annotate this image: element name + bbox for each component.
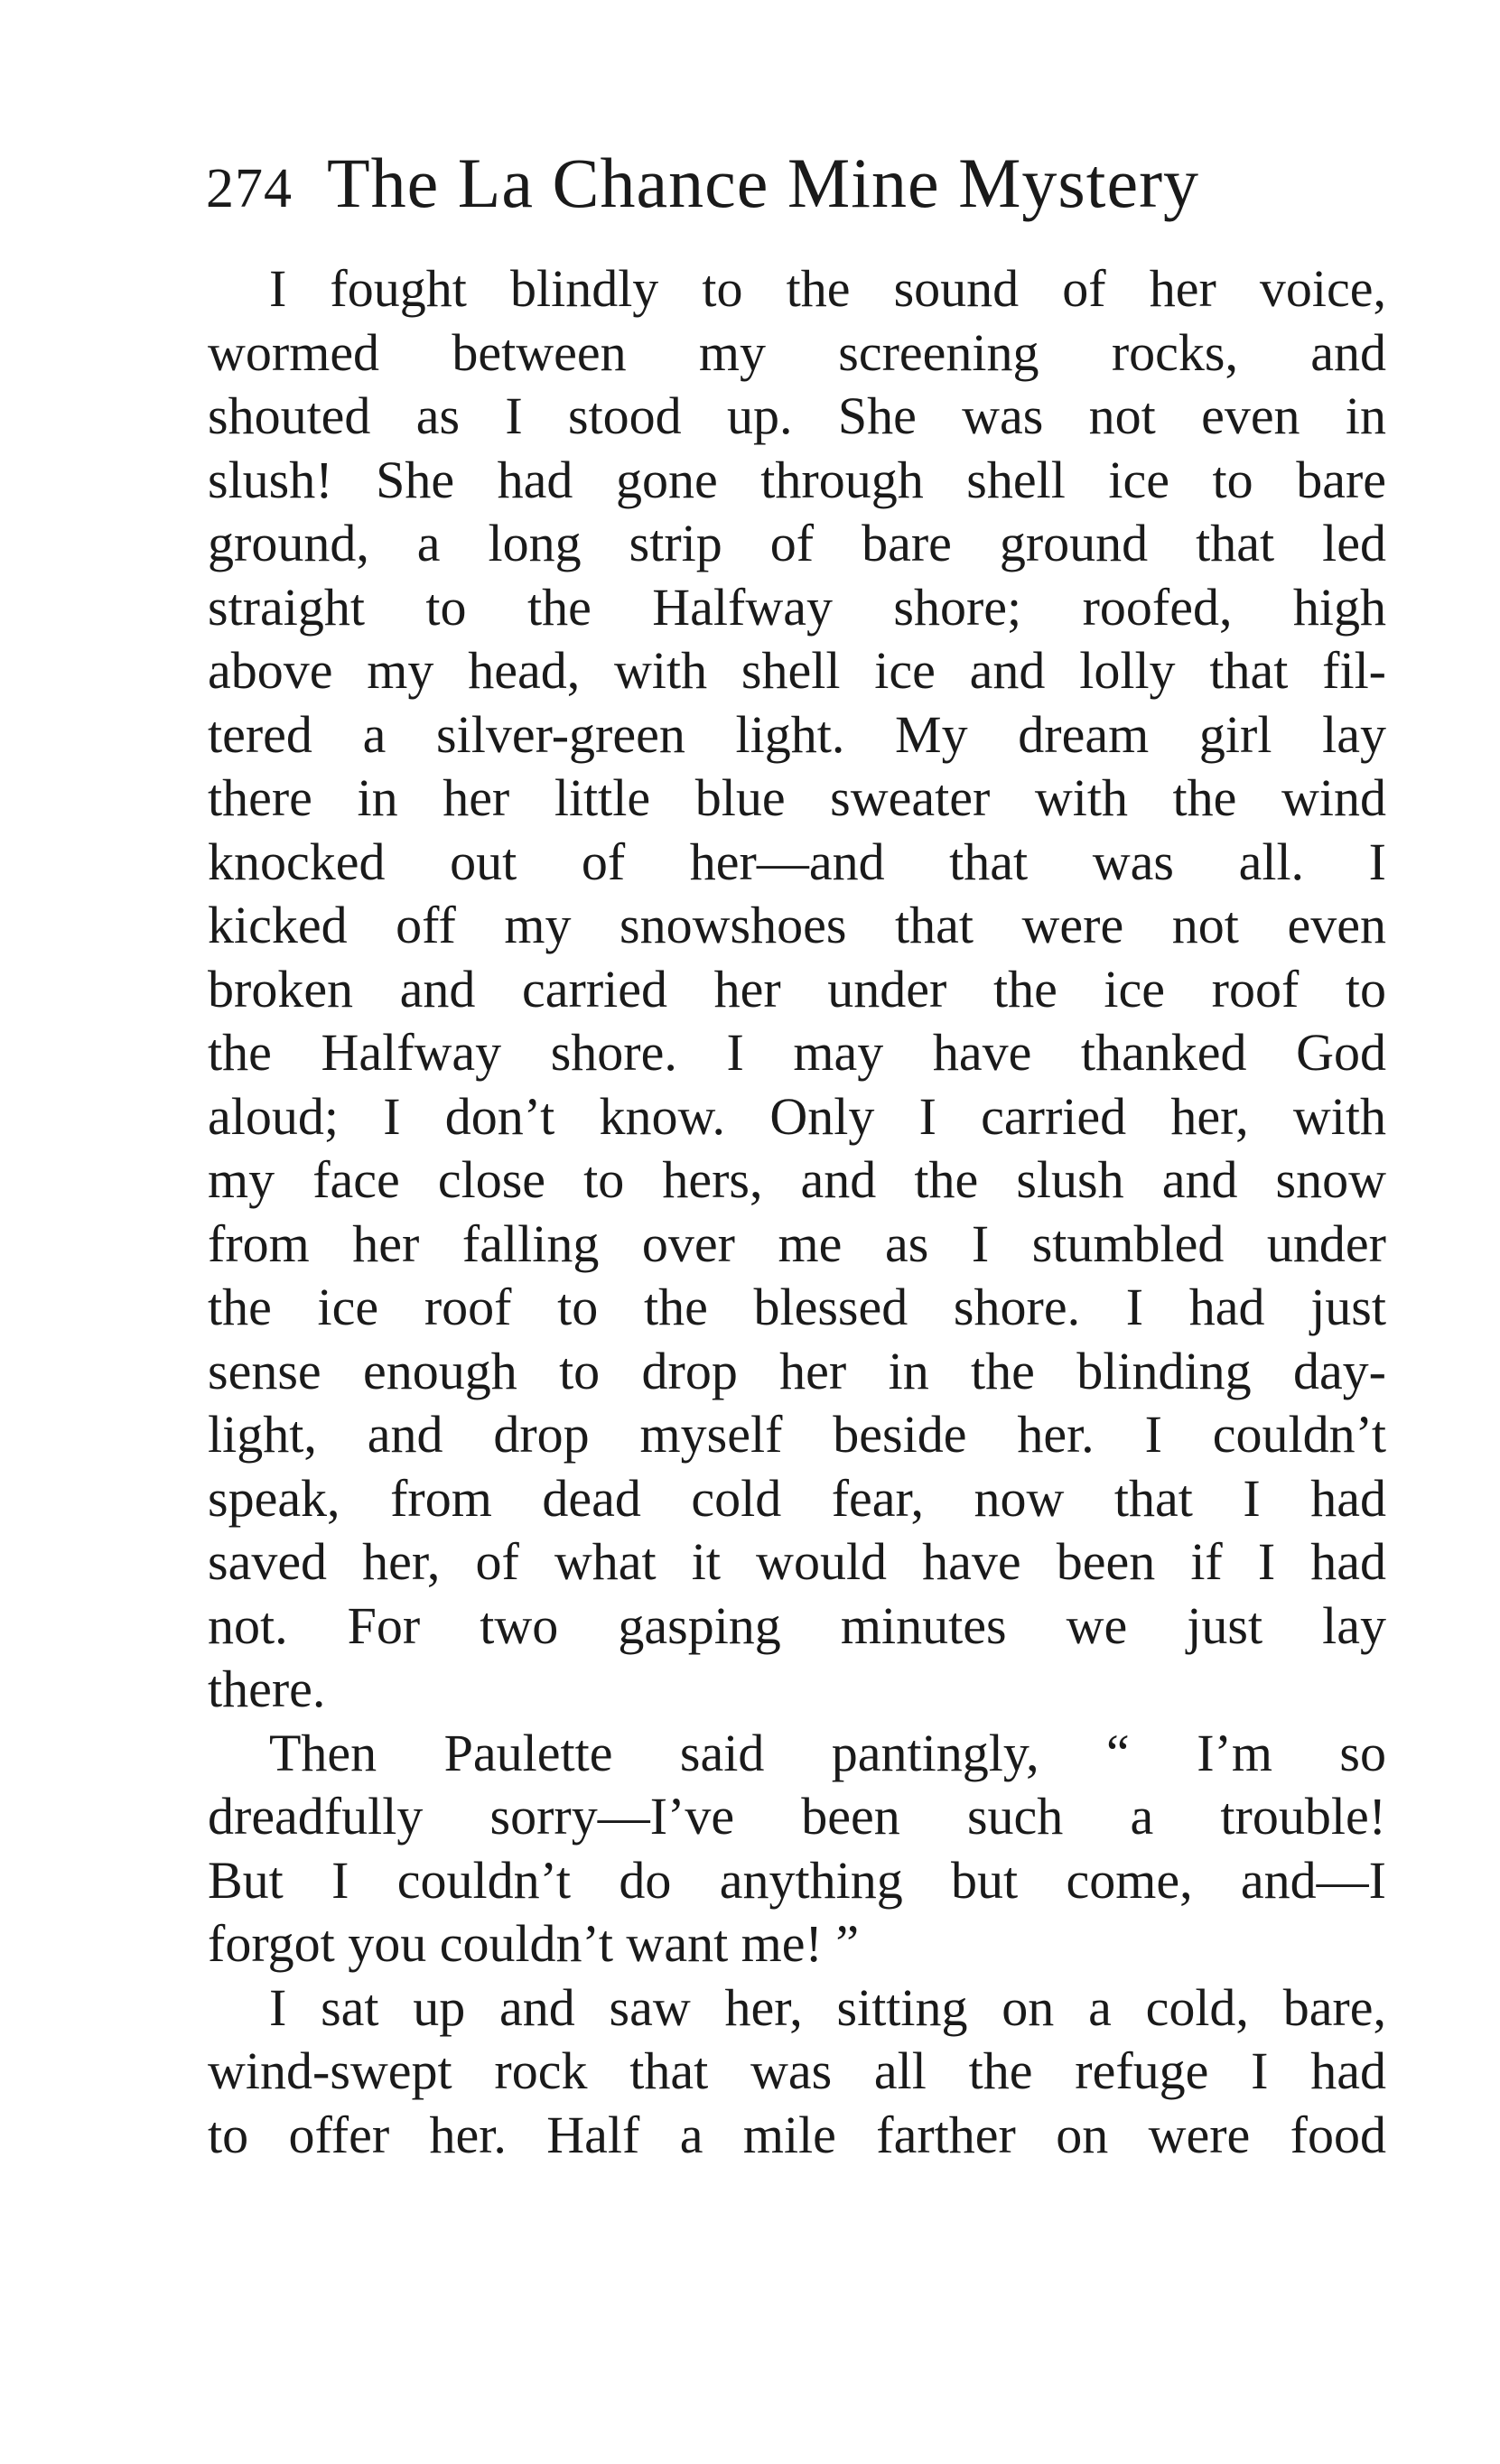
text-line: kicked off my snowshoes that were not even — [208, 896, 1386, 954]
text-line: forgot you couldn’t want me! ” — [208, 1914, 860, 1973]
text-line: I sat up and saw her, sitting on a cold, bare, — [269, 1977, 1386, 2037]
text-line: from her falling over me as I stumbled under — [208, 1213, 1386, 1273]
text-line: not. For two gasping minutes we just lay — [208, 1595, 1386, 1655]
running-title: The La Chance Mine Mystery — [327, 144, 1200, 222]
text-line: sense enough to drop her in the blinding day- — [208, 1341, 1386, 1400]
text-line: the ice roof to the blessed shore. I had just — [208, 1278, 1386, 1336]
page-number: 274 — [206, 158, 293, 219]
text-line: I fought blindly to the sound of her voice, — [269, 259, 1386, 318]
text-line: saved her, of what it would have been if I had — [208, 1532, 1386, 1591]
text-line: the Halfway shore. I may have thanked God — [208, 1023, 1386, 1082]
text-line: broken and carried her under the ice roof to — [208, 959, 1386, 1018]
text-line: there. — [208, 1660, 326, 1718]
text-line: dreadfully sorry—I’ve been such a trouble! — [208, 1787, 1386, 1846]
text-line: slush! She had gone through shell ice to bare — [208, 450, 1386, 509]
text-line: to offer her. Half a mile farther on were food — [208, 2105, 1386, 2164]
text-line: speak, from dead cold fear, now that I had — [208, 1468, 1386, 1528]
text-line: wormed between my screening rocks, and — [208, 322, 1386, 382]
text-line: ground, a long strip of bare ground that led — [208, 514, 1386, 572]
text-line: tered a silver-green light. My dream girl lay — [208, 704, 1386, 764]
text-line: my face close to hers, and the slush and snow — [208, 1150, 1386, 1209]
text-line: wind-swept rock that was all the refuge I had — [208, 2041, 1386, 2100]
text-line: shouted as I stood up. She was not even in — [208, 386, 1386, 445]
text-line: But I couldn’t do anything but come, and—I — [208, 1850, 1386, 1910]
page-header — [206, 143, 1389, 233]
text-line: above my head, with shell ice and lolly that fil- — [208, 641, 1386, 700]
text-line: knocked out of her—and that was all. I — [208, 832, 1386, 891]
text-line: aloud; I don’t know. Only I carried her, with — [208, 1086, 1386, 1146]
text-line: Then Paulette said pantingly, “ I’m so — [269, 1723, 1386, 1782]
body-text — [208, 257, 1386, 2167]
text-line: straight to the Halfway shore; roofed, high — [208, 577, 1386, 637]
text-line: light, and drop myself beside her. I couldn’t — [208, 1405, 1386, 1464]
text-line: there in her little blue sweater with the wind — [208, 768, 1386, 827]
